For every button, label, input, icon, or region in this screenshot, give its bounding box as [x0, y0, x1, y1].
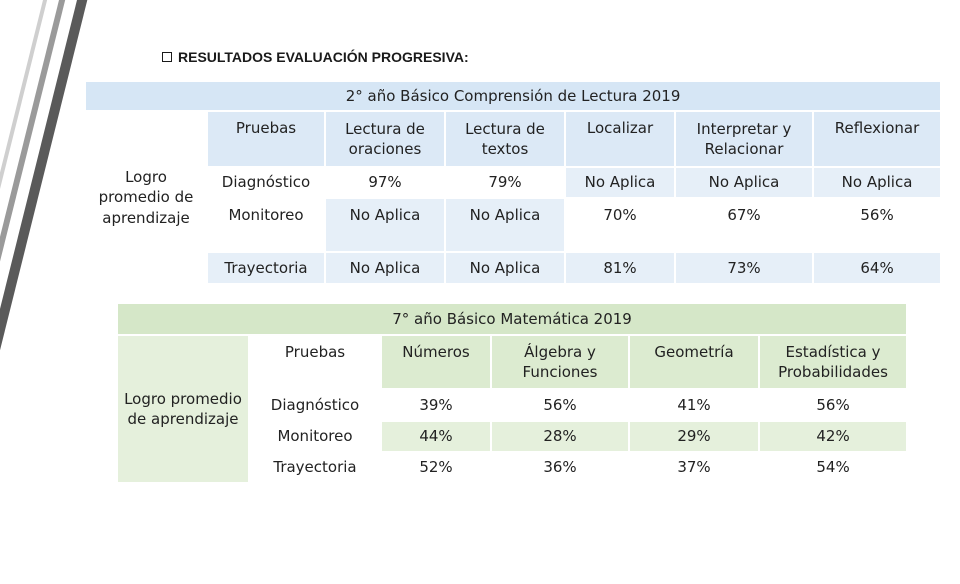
- table-cell: 56%: [491, 389, 629, 421]
- table-cell: 56%: [759, 389, 907, 421]
- table-cell: No Aplica: [675, 167, 813, 198]
- table-cell: 67%: [675, 198, 813, 252]
- row-name: Monitoreo: [207, 198, 325, 252]
- table-title: 7° año Básico Matemática 2019: [117, 303, 907, 335]
- column-header: Estadística y Probabilidades: [759, 335, 907, 389]
- table-cell: No Aplica: [445, 198, 565, 252]
- column-header: Localizar: [565, 111, 675, 167]
- table-row: [85, 252, 941, 284]
- corner-header: Pruebas: [207, 111, 325, 167]
- row-name: Monitoreo: [249, 421, 381, 452]
- reading-results-table: [84, 80, 942, 285]
- table-cell: 29%: [629, 421, 759, 452]
- math-results-table: [116, 302, 908, 484]
- table-cell: 39%: [381, 389, 491, 421]
- table-title: 2° año Básico Comprensión de Lectura 2019: [85, 81, 941, 111]
- table-cell: 28%: [491, 421, 629, 452]
- table-cell: No Aplica: [813, 167, 941, 198]
- row-name: Diagnóstico: [249, 389, 381, 421]
- row-name: Trayectoria: [207, 252, 325, 284]
- table-cell: No Aplica: [325, 252, 445, 284]
- table-cell: No Aplica: [325, 198, 445, 252]
- table-cell: 37%: [629, 452, 759, 483]
- row-group-label: Logro promedio de aprendizaje: [117, 335, 249, 483]
- table-row: [85, 167, 941, 198]
- column-header: Lectura de oraciones: [325, 111, 445, 167]
- table-cell: 44%: [381, 421, 491, 452]
- decorative-stripe: [0, 0, 92, 584]
- table-cell: 73%: [675, 252, 813, 284]
- table-cell: 70%: [565, 198, 675, 252]
- table-cell: 56%: [813, 198, 941, 252]
- table-cell: 54%: [759, 452, 907, 483]
- table-cell: 36%: [491, 452, 629, 483]
- table-cell: 52%: [381, 452, 491, 483]
- table-cell: 97%: [325, 167, 445, 198]
- table-cell: 64%: [813, 252, 941, 284]
- column-header: Interpretar y Relacionar: [675, 111, 813, 167]
- row-name: Diagnóstico: [207, 167, 325, 198]
- table-cell: 81%: [565, 252, 675, 284]
- table-cell: 42%: [759, 421, 907, 452]
- column-header: Lectura de textos: [445, 111, 565, 167]
- checkbox-bullet-icon: [162, 52, 172, 62]
- column-header: Geometría: [629, 335, 759, 389]
- table-cell: No Aplica: [565, 167, 675, 198]
- table-row: [85, 198, 941, 252]
- row-name: Trayectoria: [249, 452, 381, 483]
- corner-header: Pruebas: [249, 335, 381, 389]
- table-cell: No Aplica: [445, 252, 565, 284]
- table-cell: 41%: [629, 389, 759, 421]
- section-heading: [162, 49, 469, 65]
- section-heading-text: RESULTADOS EVALUACIÓN PROGRESIVA:: [178, 49, 469, 65]
- row-group-label: Logro promedio de aprendizaje: [85, 111, 207, 284]
- column-header: Álgebra y Funciones: [491, 335, 629, 389]
- table-cell: 79%: [445, 167, 565, 198]
- column-header: Reflexionar: [813, 111, 941, 167]
- column-header: Números: [381, 335, 491, 389]
